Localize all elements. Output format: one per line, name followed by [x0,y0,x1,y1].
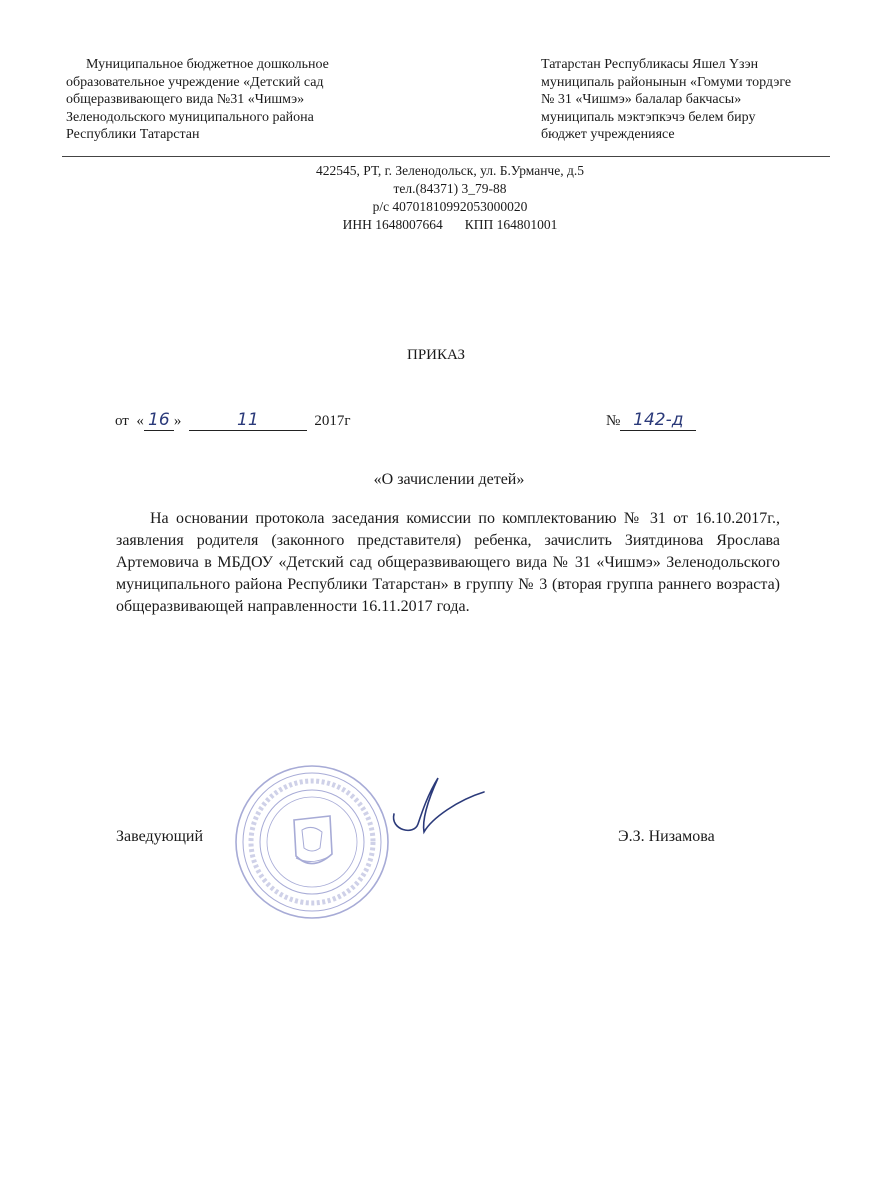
date-prefix: от [115,413,129,429]
header-left-line: Зеленодольского муниципального района [66,109,314,125]
date-year: 2017г [314,413,351,429]
date-open-quote: « [136,413,144,429]
handwritten-signature-icon [388,772,488,842]
header-right-organization [541,56,841,144]
contacts-block [250,162,650,234]
order-body [116,508,780,618]
tax-ids [250,216,650,234]
header-right-line: № 31 «Чишмэ» балалар бакчасы» [541,92,742,107]
inn: ИНН 1648007664 [342,217,443,232]
header-right-line: муниципаль районынын «Гомуми тордэге [541,74,792,90]
header-left-line: Республики Татарстан [66,127,200,142]
header-right-line: Татарстан Республикасы Яшел Үзэн [541,57,759,72]
order-number [606,412,696,431]
header-left-line: образовательное учреждение «Детский сад [66,74,324,90]
header-left-line: Муниципальное бюджетное дошкольное [86,57,329,72]
signatory-name: Э.З. Низамова [618,828,715,845]
order-body-text: На основании протокола заседания комиссии по комплектованию № 31 от 16.10.2017г., заявления родителя (законного представителя) ребенка, зачислить Зиятдинова Ярослава Артемовича в МБДОУ «Детский сад общеразвивающего вида № 31 «Чишмэ» Зеленодольского муниципального района Республики Татарстан» в группу № 3 (вторая группа раннего возраста) общеразвивающей направленности 16.11.2017 года. [116,510,780,615]
number-sign: № [606,413,621,429]
document-title: ПРИКАЗ [407,347,465,363]
signatory-position: Заведующий [116,828,204,845]
header-left-organization [66,56,406,144]
date-close-quote: » [173,413,182,429]
date-day: 16 [144,412,174,431]
official-stamp-icon [232,762,392,922]
header-left-line: общеразвивающего вида №31 «Чишмэ» [66,92,305,107]
header-divider [62,156,830,157]
header-right-line: бюджет учреждениясе [541,127,675,142]
address: 422545, РТ, г. Зеленодольск, ул. Б.Урманче, д.5 [316,163,584,178]
order-date [115,412,351,431]
phone: тел.(84371) 3_79-88 [393,181,507,196]
date-month: 11 [189,412,307,431]
kpp: КПП 164801001 [464,217,558,232]
order-subject: «О зачислении детей» [373,471,525,488]
header-right-line: муниципаль мэктэпкэчэ белем биру [541,109,756,125]
number-value: 142-д [620,412,696,431]
bank-account: р/с 40701810992053000020 [372,199,528,214]
